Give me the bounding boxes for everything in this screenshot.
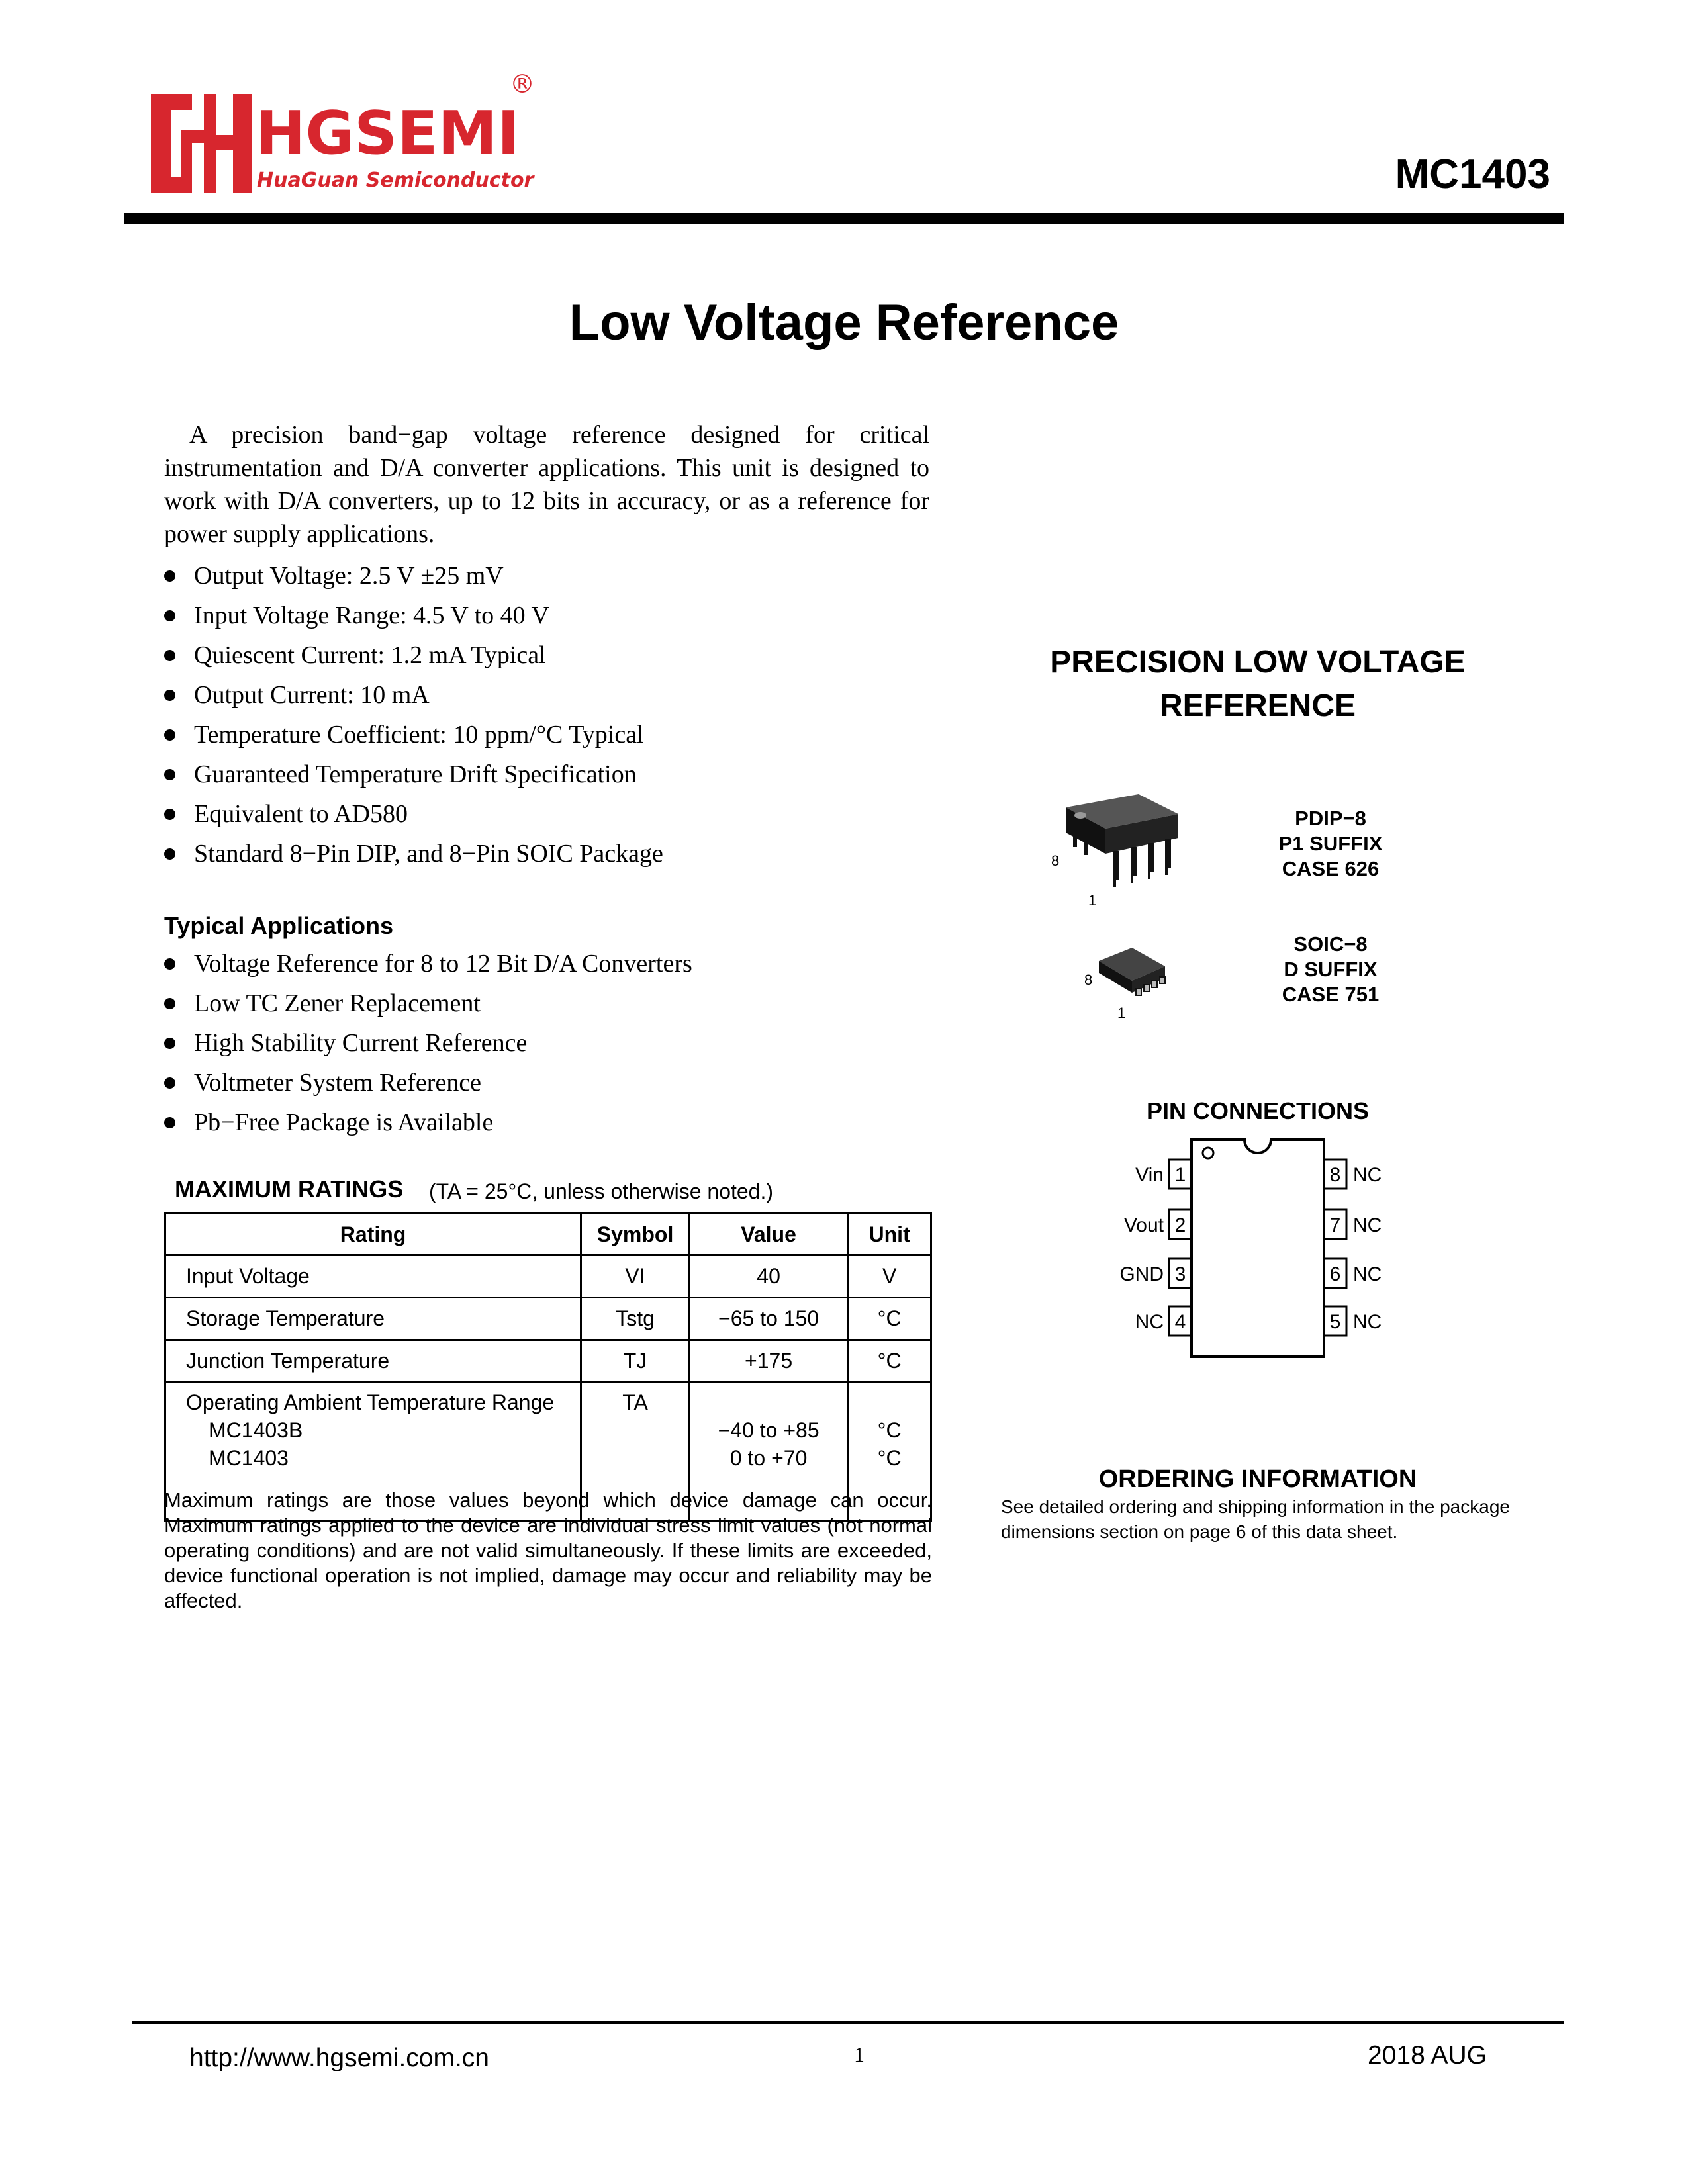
- pin-num: 6: [1329, 1263, 1341, 1285]
- op-sub2: MC1403: [209, 1446, 289, 1470]
- page-title: Low Voltage Reference: [569, 295, 1119, 351]
- pin-connections-diagram: [1112, 1129, 1403, 1374]
- value-cell: +175: [689, 1340, 847, 1383]
- pin-num: 2: [1174, 1214, 1186, 1236]
- col-unit: Unit: [848, 1214, 931, 1255]
- feature-item: Equivalent to AD580: [164, 794, 932, 834]
- feature-item: Temperature Coefficient: 10 ppm/°C Typical: [164, 715, 932, 754]
- pin-name: NC: [1135, 1311, 1164, 1333]
- max-ratings-note: (TA = 25°C, unless otherwise noted.): [429, 1179, 774, 1203]
- rating-cell: Input Voltage: [165, 1255, 581, 1298]
- pin-num: 3: [1174, 1263, 1186, 1285]
- footer-rule: [132, 2021, 1564, 2024]
- footer-url-link[interactable]: http://www.hgsemi.com.cn: [189, 2044, 489, 2072]
- soic-case: CASE 751: [1282, 983, 1380, 1006]
- pdip-package-image: [1046, 781, 1198, 913]
- symbol-cell: TA: [581, 1383, 690, 1521]
- footer-date: 2018 AUG: [1368, 2041, 1487, 2070]
- table-row: [165, 1340, 931, 1383]
- soic-label: [1244, 932, 1417, 1007]
- soic-pin1-label: 1: [1117, 1005, 1126, 1021]
- page-number: 1: [854, 2042, 865, 2066]
- pin-name: NC: [1353, 1311, 1382, 1333]
- pdip-suffix: P1 SUFFIX: [1278, 832, 1383, 855]
- application-item: Pb−Free Package is Available: [164, 1103, 932, 1142]
- brand-name: HGSEMI: [256, 99, 520, 168]
- pin-name: Vin: [1135, 1164, 1164, 1186]
- rating-cell: Junction Temperature: [165, 1340, 581, 1383]
- pin-name: NC: [1353, 1164, 1382, 1186]
- pin-name: NC: [1353, 1214, 1382, 1236]
- rating-cell: Storage Temperature: [165, 1298, 581, 1340]
- soic-type: SOIC−8: [1293, 933, 1368, 956]
- intro-paragraph: A precision band−gap voltage reference designed for critical instrumentation and D/A converter applications. This unit is designed to work with D/A converters, up to 12 bits in accuracy, or as a reference for power supply applications.: [164, 421, 929, 548]
- pin-num: 1: [1174, 1164, 1186, 1186]
- max-ratings-table: [164, 1212, 932, 1522]
- pdip-case: CASE 626: [1282, 857, 1380, 880]
- symbol-cell: TJ: [581, 1340, 690, 1383]
- pin-num: 4: [1174, 1311, 1186, 1333]
- pin-connections-title: PIN CONNECTIONS: [1146, 1097, 1370, 1124]
- hgsemi-logo: [151, 64, 535, 196]
- feature-item: Guaranteed Temperature Drift Specification: [164, 754, 932, 794]
- op-sub1-unit: °C: [877, 1418, 902, 1442]
- pin-name: GND: [1119, 1263, 1164, 1285]
- application-item: Low TC Zener Replacement: [164, 983, 932, 1023]
- header-rule: [124, 213, 1564, 224]
- unit-cell: V: [848, 1255, 931, 1298]
- col-rating: Rating: [165, 1214, 581, 1255]
- application-item: Voltage Reference for 8 to 12 Bit D/A Converters: [164, 944, 932, 983]
- soic-package-image: [1072, 932, 1178, 1024]
- value-cell: −65 to 150: [689, 1298, 847, 1340]
- pdip-type: PDIP−8: [1295, 807, 1366, 830]
- max-ratings-footnote: Maximum ratings are those values beyond which device damage can occur. Maximum ratings applied to the device are individual stress limit values (not normal operating conditions) and are not valid simultaneously. If these limits are exceeded, device functional operation is not implied, damage may occur and reliability may be affected.: [164, 1488, 932, 1612]
- application-item: High Stability Current Reference: [164, 1023, 932, 1063]
- ordering-info-text: See detailed ordering and shipping information in the package dimensions section on page 6 of this data sheet.: [1001, 1496, 1510, 1542]
- soic-suffix: D SUFFIX: [1284, 958, 1378, 981]
- feature-item: Output Current: 10 mA: [164, 675, 932, 715]
- feature-item: Quiescent Current: 1.2 mA Typical: [164, 635, 932, 675]
- pdip-label: [1244, 806, 1417, 882]
- op-sub2-value: 0 to +70: [729, 1446, 808, 1470]
- table-header-row: [165, 1214, 931, 1255]
- table-row: [165, 1298, 931, 1340]
- pin-num: 7: [1329, 1214, 1341, 1236]
- applications-list: [164, 944, 932, 1142]
- op-sub1: MC1403B: [209, 1418, 303, 1442]
- registered-mark: ®: [510, 69, 535, 99]
- max-ratings-title: MAXIMUM RATINGS: [175, 1175, 404, 1203]
- unit-cell: °C: [848, 1340, 931, 1383]
- feature-item: Input Voltage Range: 4.5 V to 40 V: [164, 596, 932, 635]
- unit-cell: °C: [848, 1298, 931, 1340]
- symbol-cell: Tstg: [581, 1298, 690, 1340]
- table-row: [165, 1255, 931, 1298]
- precision-title: PRECISION LOW VOLTAGE REFERENCE: [1050, 645, 1466, 723]
- pin-name: Vout: [1123, 1214, 1164, 1236]
- pin-num: 5: [1329, 1311, 1341, 1333]
- col-symbol: Symbol: [581, 1214, 690, 1255]
- pin-name: NC: [1353, 1263, 1382, 1285]
- op-sub1-value: −40 to +85: [718, 1418, 820, 1442]
- feature-item: Output Voltage: 2.5 V ±25 mV: [164, 556, 932, 596]
- applications-heading: Typical Applications: [164, 912, 394, 939]
- ordering-info-title: ORDERING INFORMATION: [1098, 1465, 1417, 1493]
- feature-item: Standard 8−Pin DIP, and 8−Pin SOIC Package: [164, 834, 932, 874]
- col-value: Value: [689, 1214, 847, 1255]
- pin-num: 8: [1329, 1164, 1341, 1186]
- application-item: Voltmeter System Reference: [164, 1063, 932, 1103]
- brand-tagline: HuaGuan Semiconductor: [257, 169, 534, 192]
- feature-list: [164, 556, 932, 874]
- op-rating-label: Operating Ambient Temperature Range: [186, 1390, 555, 1414]
- pdip-pin8-label: 8: [1051, 852, 1060, 869]
- soic-pin8-label: 8: [1084, 972, 1093, 988]
- symbol-cell: VI: [581, 1255, 690, 1298]
- pin1-marker: [1203, 1148, 1213, 1158]
- ic-body: [1192, 1140, 1324, 1357]
- op-sub2-unit: °C: [877, 1446, 902, 1470]
- pdip-pin1-label: 1: [1088, 892, 1097, 909]
- value-cell: 40: [689, 1255, 847, 1298]
- part-number: MC1403: [1395, 152, 1550, 197]
